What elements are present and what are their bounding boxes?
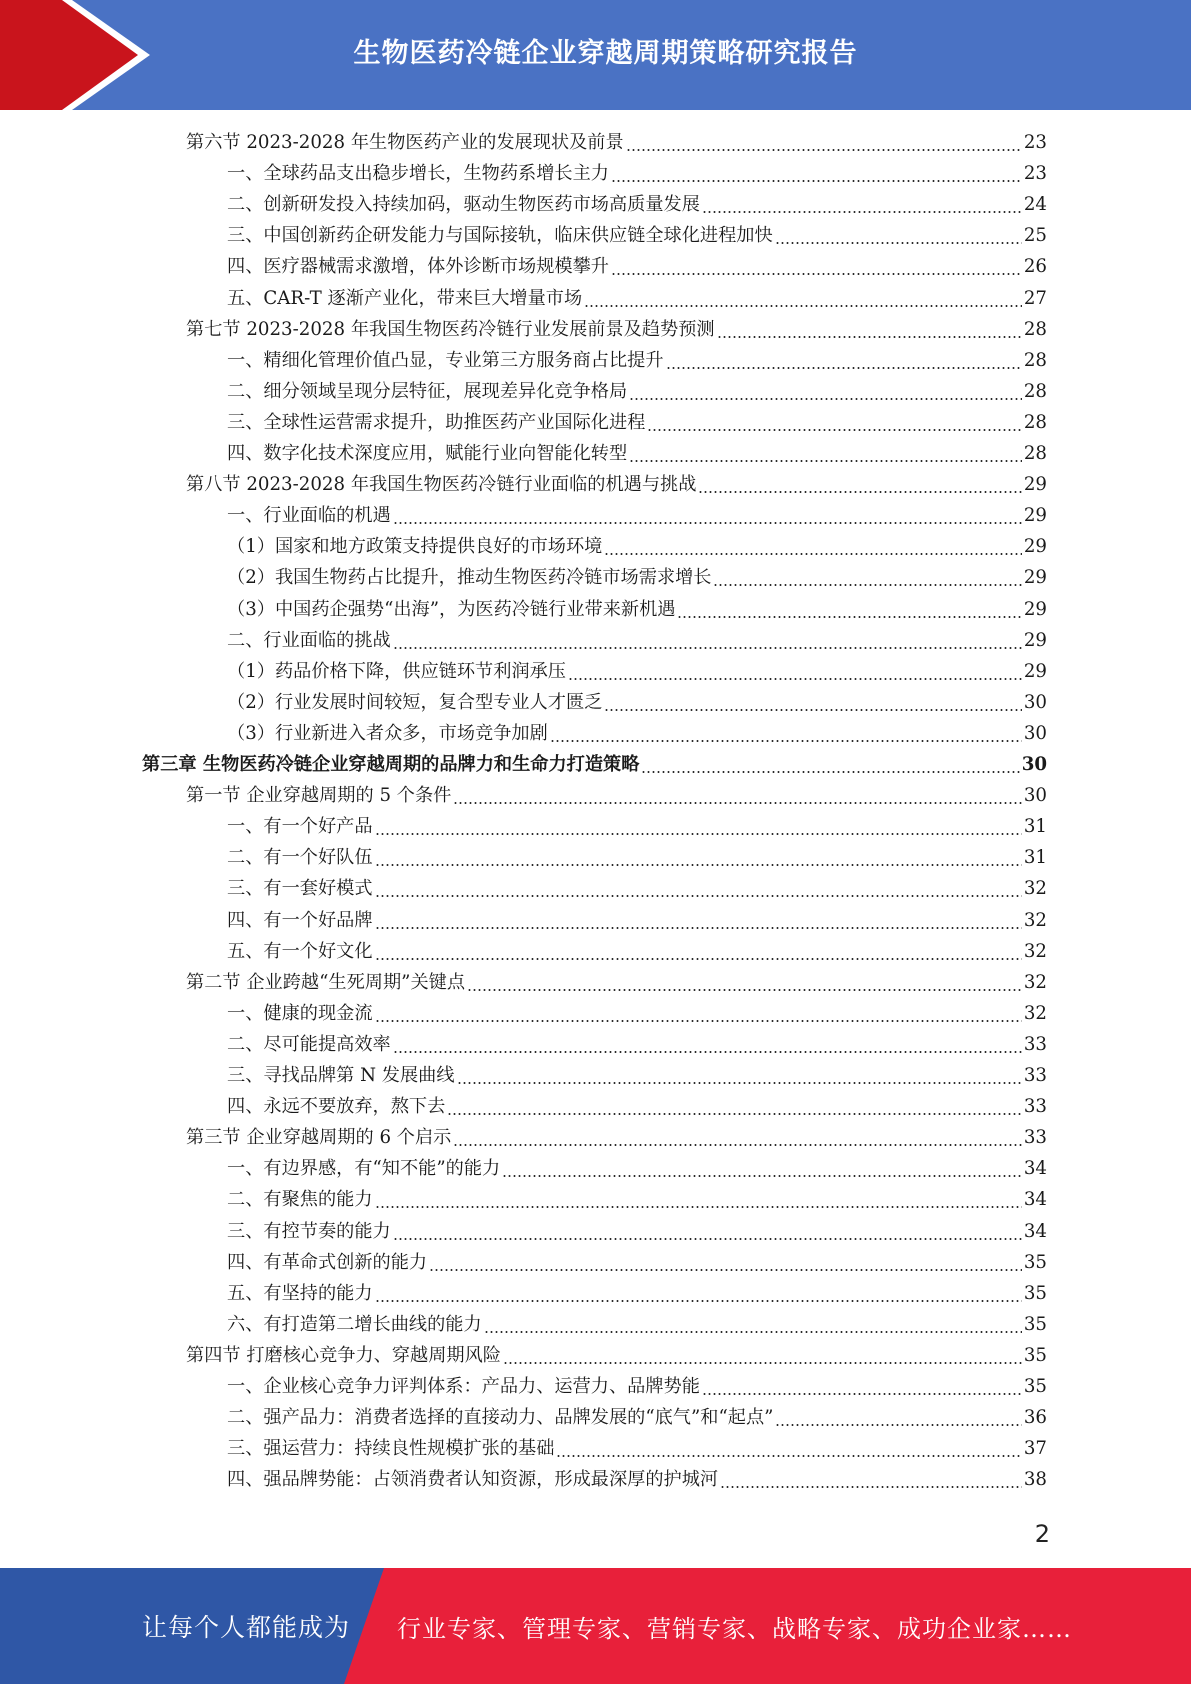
- toc-entry-page-number: 28: [1023, 318, 1047, 340]
- toc-entry-item[interactable]: [227, 283, 1047, 314]
- toc-dot-leader: [666, 345, 1022, 376]
- toc-entry-item[interactable]: [227, 531, 1047, 562]
- toc-entry-title: 二、有一个好队伍: [227, 847, 373, 869]
- toc-dot-leader: [626, 127, 1022, 158]
- toc-entry-title: 第八节 2023-2028 年我国生物医药冷链行业面临的机遇与挑战: [186, 474, 697, 496]
- toc-dot-leader: [429, 1247, 1022, 1278]
- toc-entry-page-number: 26: [1023, 256, 1047, 278]
- toc-entry-title: 二、尽可能提高效率: [227, 1033, 391, 1055]
- toc-dot-leader: [375, 842, 1022, 873]
- toc-entry-title: 三、有一套好模式: [227, 878, 373, 900]
- toc-dot-leader: [702, 1371, 1022, 1402]
- toc-entry-item[interactable]: [227, 998, 1047, 1029]
- toc-entry-title: 第三章 生物医药冷链企业穿越周期的品牌力和生命力打造策略: [142, 754, 640, 775]
- toc-entry-section[interactable]: [186, 469, 1047, 500]
- toc-entry-item[interactable]: [227, 500, 1047, 531]
- toc-dot-leader: [375, 1184, 1022, 1215]
- toc-entry-page-number: 25: [1023, 225, 1047, 247]
- toc-dot-leader: [775, 1402, 1021, 1433]
- toc-entry-item[interactable]: [227, 1371, 1047, 1402]
- toc-entry-title: 五、有坚持的能力: [227, 1282, 373, 1304]
- toc-entry-title: 第七节 2023-2028 年我国生物医药冷链行业发展前景及趋势预测: [186, 318, 715, 340]
- toc-entry-page-number: 28: [1023, 349, 1047, 371]
- toc-entry-item[interactable]: [227, 251, 1047, 282]
- toc-entry-title: 第三节 企业穿越周期的 6 个启示: [186, 1127, 452, 1149]
- toc-entry-page-number: 24: [1023, 194, 1047, 216]
- toc-entry-title: 四、有一个好品牌: [227, 909, 373, 931]
- toc-entry-page-number: 37: [1023, 1438, 1047, 1460]
- toc-entry-title: （1）国家和地方政策支持提供良好的市场环境: [227, 536, 603, 558]
- toc-entry-chapter[interactable]: [142, 749, 1047, 780]
- toc-entry-item[interactable]: [227, 656, 1047, 687]
- toc-entry-page-number: 31: [1023, 816, 1047, 838]
- toc-entry-page-number: 29: [1023, 505, 1047, 527]
- toc-dot-leader: [629, 438, 1022, 469]
- toc-entry-item[interactable]: [227, 873, 1047, 904]
- toc-dot-leader: [393, 1029, 1022, 1060]
- toc-entry-item[interactable]: [227, 1464, 1047, 1495]
- toc-entry-item[interactable]: [227, 407, 1047, 438]
- toc-entry-title: 第一节 企业穿越周期的 5 个条件: [186, 785, 452, 807]
- toc-dot-leader: [503, 1340, 1022, 1371]
- toc-entry-title: 第六节 2023-2028 年生物医药产业的发展现状及前景: [186, 132, 624, 153]
- toc-entry-title: 一、企业核心竞争力评判体系：产品力、运营力、品牌势能: [227, 1376, 700, 1397]
- toc-entry-title: （3）行业新进入者众多，市场竞争加剧: [227, 722, 548, 744]
- toc-entry-item[interactable]: [227, 438, 1047, 469]
- toc-entry-page-number: 34: [1023, 1220, 1047, 1242]
- toc-dot-leader: [717, 314, 1022, 345]
- toc-entry-title: 一、有边界感，有“知不能”的能力: [227, 1158, 501, 1180]
- toc-entry-title: 一、行业面临的机遇: [227, 505, 391, 527]
- toc-entry-page-number: 28: [1023, 411, 1047, 433]
- toc-entry-title: （2）我国生物药占比提升，推动生物医药冷链市场需求增长: [227, 567, 712, 589]
- toc-dot-leader: [447, 1091, 1022, 1122]
- toc-dot-leader: [375, 936, 1022, 967]
- toc-entry-section[interactable]: [186, 314, 1047, 345]
- toc-entry-page-number: 27: [1023, 287, 1047, 309]
- toc-entry-page-number: 30: [1023, 691, 1047, 713]
- toc-entry-page-number: 33: [1023, 1065, 1047, 1086]
- toc-entry-title: 二、细分领域呈现分层特征，展现差异化竞争格局: [227, 380, 628, 402]
- toc-entry-title: 六、有打造第二增长曲线的能力: [227, 1313, 482, 1335]
- toc-entry-title: 四、医疗器械需求激增，体外诊断市场规模攀升: [227, 256, 609, 278]
- toc-entry-item[interactable]: [227, 936, 1047, 967]
- toc-entry-title: 第二节 企业跨越“生死周期”关键点: [186, 971, 466, 993]
- toc-entry-page-number: 35: [1023, 1251, 1047, 1273]
- toc-entry-item[interactable]: [227, 562, 1047, 593]
- toc-entry-item[interactable]: [227, 811, 1047, 842]
- toc-entry-page-number: 35: [1023, 1313, 1047, 1335]
- footer-slogan-right: 行业专家、管理专家、营销专家、战略专家、成功企业家……: [397, 1614, 1072, 1643]
- toc-entry-item[interactable]: [227, 1184, 1047, 1215]
- toc-entry-title: 三、全球性运营需求提升，助推医药产业国际化进程: [227, 411, 646, 433]
- toc-entry-title: （2）行业发展时间较短，复合型专业人才匮乏: [227, 691, 603, 713]
- toc-entry-title: 四、有革命式创新的能力: [227, 1251, 428, 1273]
- toc-dot-leader: [584, 283, 1022, 314]
- toc-entry-title: 五、有一个好文化: [227, 940, 373, 962]
- toc-entry-item[interactable]: [227, 625, 1047, 656]
- toc-entry-page-number: 36: [1023, 1407, 1047, 1429]
- toc-dot-leader: [453, 780, 1021, 811]
- toc-entry-item[interactable]: [227, 158, 1047, 189]
- toc-entry-page-number: 34: [1023, 1189, 1047, 1211]
- toc-entry-page-number: 35: [1023, 1282, 1047, 1304]
- toc-entry-page-number: 29: [1023, 567, 1047, 589]
- toc-entry-title: 三、强运营力：持续良性规模扩张的基础: [227, 1438, 555, 1460]
- toc-dot-leader: [393, 1216, 1022, 1247]
- toc-entry-page-number: 38: [1023, 1469, 1047, 1491]
- toc-entry-page-number: 30: [1021, 754, 1047, 775]
- toc-entry-title: 一、健康的现金流: [227, 1002, 373, 1024]
- toc-entry-item[interactable]: [227, 1309, 1047, 1340]
- toc-dot-leader: [713, 562, 1021, 593]
- toc-entry-item[interactable]: [227, 1153, 1047, 1184]
- toc-entry-page-number: 32: [1023, 1002, 1047, 1024]
- toc-dot-leader: [502, 1153, 1022, 1184]
- toc-entry-title: （1）药品价格下降，供应链环节利润承压: [227, 660, 566, 682]
- report-header: [0, 0, 1191, 110]
- toc-entry-item[interactable]: [227, 1278, 1047, 1309]
- toc-entry-page-number: 32: [1023, 878, 1047, 900]
- toc-entry-section[interactable]: [186, 967, 1047, 998]
- toc-entry-page-number: 32: [1023, 971, 1047, 993]
- toc-entry-title: 四、强品牌势能：占领消费者认知资源，形成最深厚的护城河: [227, 1469, 719, 1491]
- toc-dot-leader: [702, 189, 1022, 220]
- toc-entry-title: 二、行业面临的挑战: [227, 629, 391, 651]
- toc-entry-page-number: 29: [1023, 598, 1047, 620]
- toc-entry-item[interactable]: [227, 1216, 1047, 1247]
- toc-entry-item[interactable]: [227, 1402, 1047, 1433]
- toc-entry-title: 五、CAR-T 逐渐产业化，带来巨大增量市场: [227, 287, 583, 309]
- toc-dot-leader: [375, 1278, 1022, 1309]
- toc-entry-page-number: 35: [1023, 1344, 1047, 1366]
- toc-dot-leader: [611, 251, 1022, 282]
- toc-dot-leader: [775, 220, 1022, 251]
- toc-entry-title: 二、有聚焦的能力: [227, 1189, 373, 1211]
- toc-entry-item[interactable]: [227, 905, 1047, 936]
- toc-entry-page-number: 28: [1023, 443, 1047, 464]
- page-number: 2: [1034, 1520, 1050, 1548]
- toc-entry-page-number: 28: [1023, 380, 1047, 402]
- toc-entry-item[interactable]: [227, 1433, 1047, 1464]
- toc-entry-title: 二、强产品力：消费者选择的直接动力、品牌发展的“底气”和“起点”: [227, 1407, 774, 1429]
- toc-entry-title: 二、创新研发投入持续加码，驱动生物医药市场高质量发展: [227, 194, 700, 216]
- toc-entry-page-number: 23: [1023, 163, 1047, 185]
- toc-entry-title: 四、永远不要放弃，熬下去: [227, 1096, 446, 1118]
- report-footer: [0, 1568, 1191, 1684]
- toc-entry-item[interactable]: [227, 345, 1047, 376]
- toc-entry-title: 一、精细化管理价值凸显，专业第三方服务商占比提升: [227, 349, 664, 371]
- toc-dot-leader: [556, 1433, 1021, 1464]
- toc-dot-leader: [484, 1309, 1022, 1340]
- report-title: 生物医药冷链企业穿越周期策略研究报告: [353, 37, 858, 69]
- toc-dot-leader: [568, 656, 1022, 687]
- toc-dot-leader: [375, 998, 1022, 1029]
- toc-dot-leader: [604, 531, 1022, 562]
- toc-entry-page-number: 34: [1023, 1158, 1047, 1180]
- toc-entry-page-number: 35: [1023, 1376, 1047, 1397]
- toc-entry-item[interactable]: [227, 1029, 1047, 1060]
- toc-entry-item[interactable]: [227, 220, 1047, 251]
- toc-entry-title: 三、有控节奏的能力: [227, 1220, 391, 1242]
- toc-entry-page-number: 29: [1023, 474, 1047, 496]
- toc-entry-page-number: 33: [1023, 1096, 1047, 1118]
- toc-entry-page-number: 33: [1023, 1127, 1047, 1149]
- toc-entry-page-number: 29: [1023, 536, 1047, 558]
- toc-entry-item[interactable]: [227, 1247, 1047, 1278]
- toc-entry-title: 三、中国创新药企研发能力与国际接轨，临床供应链全球化进程加快: [227, 225, 773, 247]
- toc-entry-section[interactable]: [186, 780, 1047, 811]
- toc-entry-title: 一、全球药品支出稳步增长，生物药系增长主力: [227, 163, 609, 185]
- toc-entry-page-number: 29: [1023, 660, 1047, 682]
- toc-entry-page-number: 31: [1023, 847, 1047, 869]
- footer-slogan-left: 让每个人都能成为: [142, 1613, 351, 1642]
- toc-dot-leader: [393, 625, 1022, 656]
- toc-entry-item[interactable]: [227, 376, 1047, 407]
- toc-dot-leader: [375, 873, 1022, 904]
- toc-entry-title: 三、寻找品牌第 N 发展曲线: [227, 1065, 455, 1086]
- toc-entry-item[interactable]: [227, 189, 1047, 220]
- toc-entry-title: 一、有一个好产品: [227, 816, 373, 838]
- toc-dot-leader: [720, 1464, 1022, 1495]
- toc-dot-leader: [677, 594, 1021, 625]
- toc-dot-leader: [604, 687, 1022, 718]
- toc-entry-page-number: 32: [1023, 909, 1047, 931]
- toc-entry-item[interactable]: [227, 1091, 1047, 1122]
- toc-entry-page-number: 33: [1023, 1033, 1047, 1055]
- toc-entry-page-number: 30: [1023, 722, 1047, 744]
- toc-dot-leader: [698, 469, 1021, 500]
- toc-entry-title: （3）中国药企强势“出海”，为医药冷链行业带来新机遇: [227, 598, 676, 620]
- toc-entry-item[interactable]: [227, 842, 1047, 873]
- toc-dot-leader: [550, 718, 1022, 749]
- toc-entry-section[interactable]: [186, 127, 1047, 158]
- toc-entry-title: 四、数字化技术深度应用，赋能行业向智能化转型: [227, 443, 628, 464]
- toc-dot-leader: [457, 1060, 1022, 1091]
- toc-dot-leader: [611, 158, 1022, 189]
- toc-dot-leader: [453, 1122, 1021, 1153]
- toc-dot-leader: [467, 967, 1022, 998]
- toc-dot-leader: [393, 500, 1022, 531]
- toc-entry-section[interactable]: [186, 1122, 1047, 1153]
- toc-dot-leader: [641, 749, 1019, 780]
- toc-dot-leader: [375, 905, 1022, 936]
- toc-entry-section[interactable]: [186, 1340, 1047, 1371]
- toc-entry-page-number: 30: [1023, 785, 1047, 807]
- toc-entry-item[interactable]: [227, 718, 1047, 749]
- toc-entry-item[interactable]: [227, 594, 1047, 625]
- toc-entry-item[interactable]: [227, 1060, 1047, 1091]
- toc-entry-title: 第四节 打磨核心竞争力、穿越周期风险: [186, 1344, 501, 1366]
- toc-dot-leader: [375, 811, 1022, 842]
- toc-entry-page-number: 23: [1023, 132, 1047, 153]
- toc-dot-leader: [647, 407, 1022, 438]
- toc-entry-item[interactable]: [227, 687, 1047, 718]
- toc-entry-page-number: 29: [1023, 629, 1047, 651]
- toc-dot-leader: [629, 376, 1022, 407]
- toc-entry-page-number: 32: [1023, 940, 1047, 962]
